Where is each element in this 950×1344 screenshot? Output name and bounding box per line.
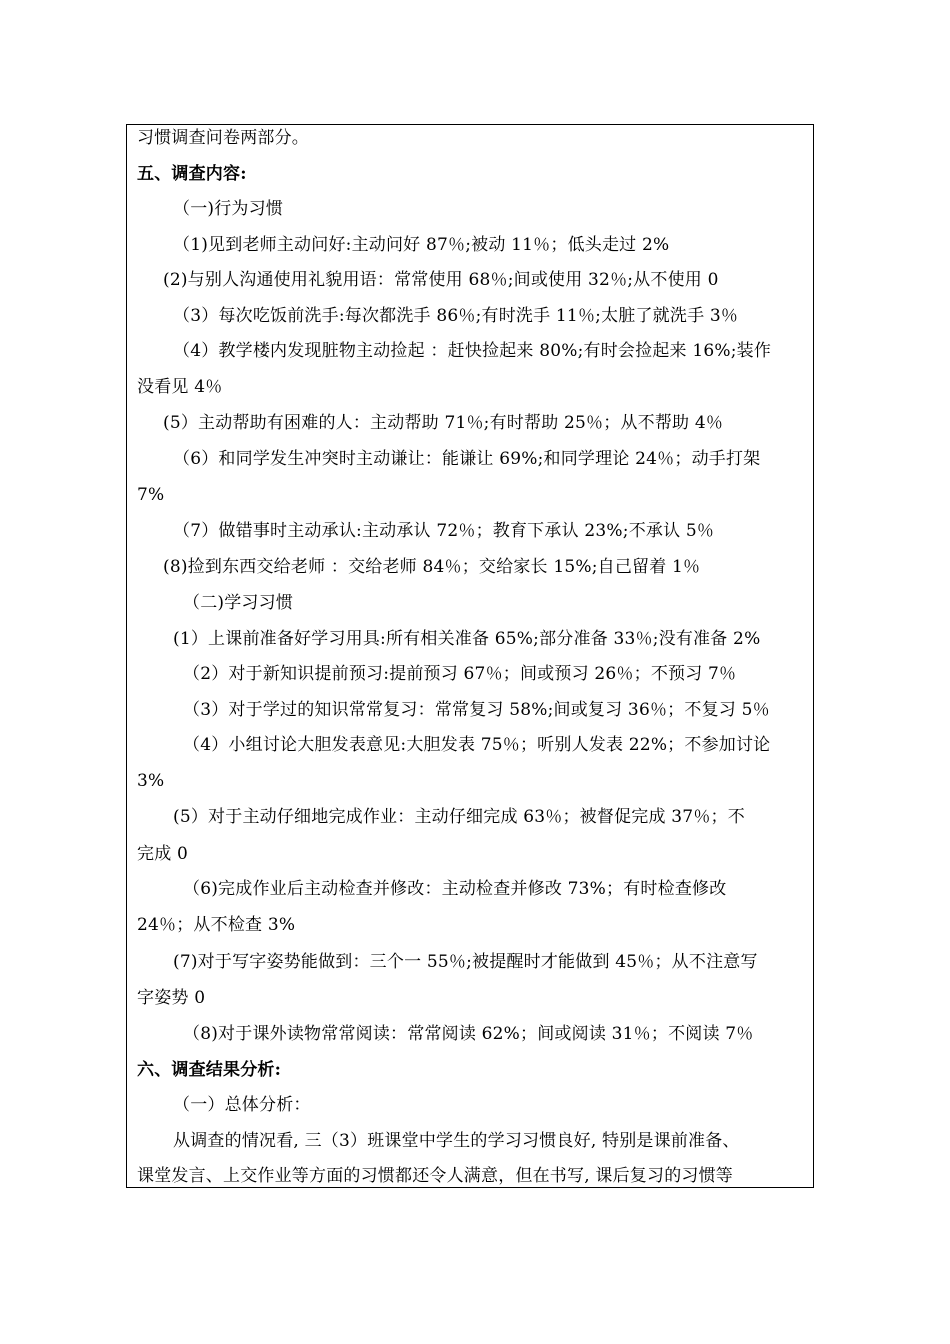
- text-line: 24％；从不检查 3%: [137, 915, 296, 935]
- text-line: (2)与别人沟通使用礼貌用语：常常使用 68％;间或使用 32％;从不使用 0: [163, 270, 719, 290]
- section-heading: 六、调查结果分析:: [137, 1060, 282, 1080]
- text-line: （6)完成作业后主动检查并修改：主动检查并修改 73%；有时检查修改: [183, 879, 727, 899]
- text-line: 完成 0: [137, 844, 189, 864]
- text-line: （6）和同学发生冲突时主动谦让：能谦让 69%;和同学理论 24％；动手打架: [173, 449, 761, 469]
- subsection-heading: （一)行为习惯: [173, 199, 284, 219]
- text-line: 3%: [137, 771, 165, 791]
- text-line: (7)对于写字姿势能做到：三个一 55％;被提醒时才能做到 45％；从不注意写: [173, 952, 758, 972]
- text-line: （3）对于学过的知识常常复习：常常复习 58%;间或复习 36％；不复习 5％: [183, 700, 770, 720]
- text-line: （7）做错事时主动承认:主动承认 72％；教育下承认 23%;不承认 5％: [173, 521, 715, 541]
- text-line: （8)对于课外读物常常阅读：常常阅读 62%；间或阅读 31％；不阅读 7％: [183, 1024, 754, 1044]
- text-line: （3）每次吃饭前洗手:每次都洗手 86％;有时洗手 11％;太脏了就洗手 3％: [173, 306, 739, 326]
- text-line: (1）上课前准备好学习用具:所有相关准备 65%;部分准备 33％;没有准备 2%: [173, 629, 761, 649]
- text-line: （1)见到老师主动问好:主动问好 87％;被动 11％；低头走过 2%: [173, 235, 670, 255]
- paragraph-line: 课堂发言、上交作业等方面的习惯都还令人满意，但在书写, 课后复习的习惯等: [137, 1166, 734, 1186]
- text-line: (5）主动帮助有困难的人：主动帮助 71％;有时帮助 25％；从不帮助 4％: [163, 413, 724, 433]
- text-line: 字姿势 0: [137, 988, 206, 1008]
- text-line: （4）教学楼内发现脏物主动捡起 ：赶快捡起来 80%;有时会捡起来 16%;装作: [173, 341, 772, 361]
- text-line: （2）对于新知识提前预习:提前预习 67％；间或预习 26％；不预习 7％: [183, 664, 737, 684]
- text-line: 没看见 4％: [137, 377, 223, 397]
- text-line: （4）小组讨论大胆发表意见:大胆发表 75％；听别人发表 22%；不参加讨论: [183, 735, 771, 755]
- text-line: (8)捡到东西交给老师 ：交给老师 84％；交给家长 15%;自己留着 1％: [163, 557, 701, 577]
- subsection-heading: （二)学习习惯: [183, 593, 294, 613]
- document-frame: [126, 124, 814, 1188]
- text-line: (5）对于主动仔细地完成作业：主动仔细完成 63％；被督促完成 37％；不: [173, 807, 745, 827]
- subsection-heading: （一）总体分析：: [173, 1095, 311, 1115]
- text-line: 习惯调查问卷两部分。: [137, 128, 309, 148]
- text-line: 7%: [137, 485, 165, 505]
- section-heading: 五、调查内容:: [137, 164, 247, 184]
- paragraph-line: 从调查的情况看, 三（3）班课堂中学生的学习习惯良好, 特别是课前准备、: [173, 1131, 740, 1151]
